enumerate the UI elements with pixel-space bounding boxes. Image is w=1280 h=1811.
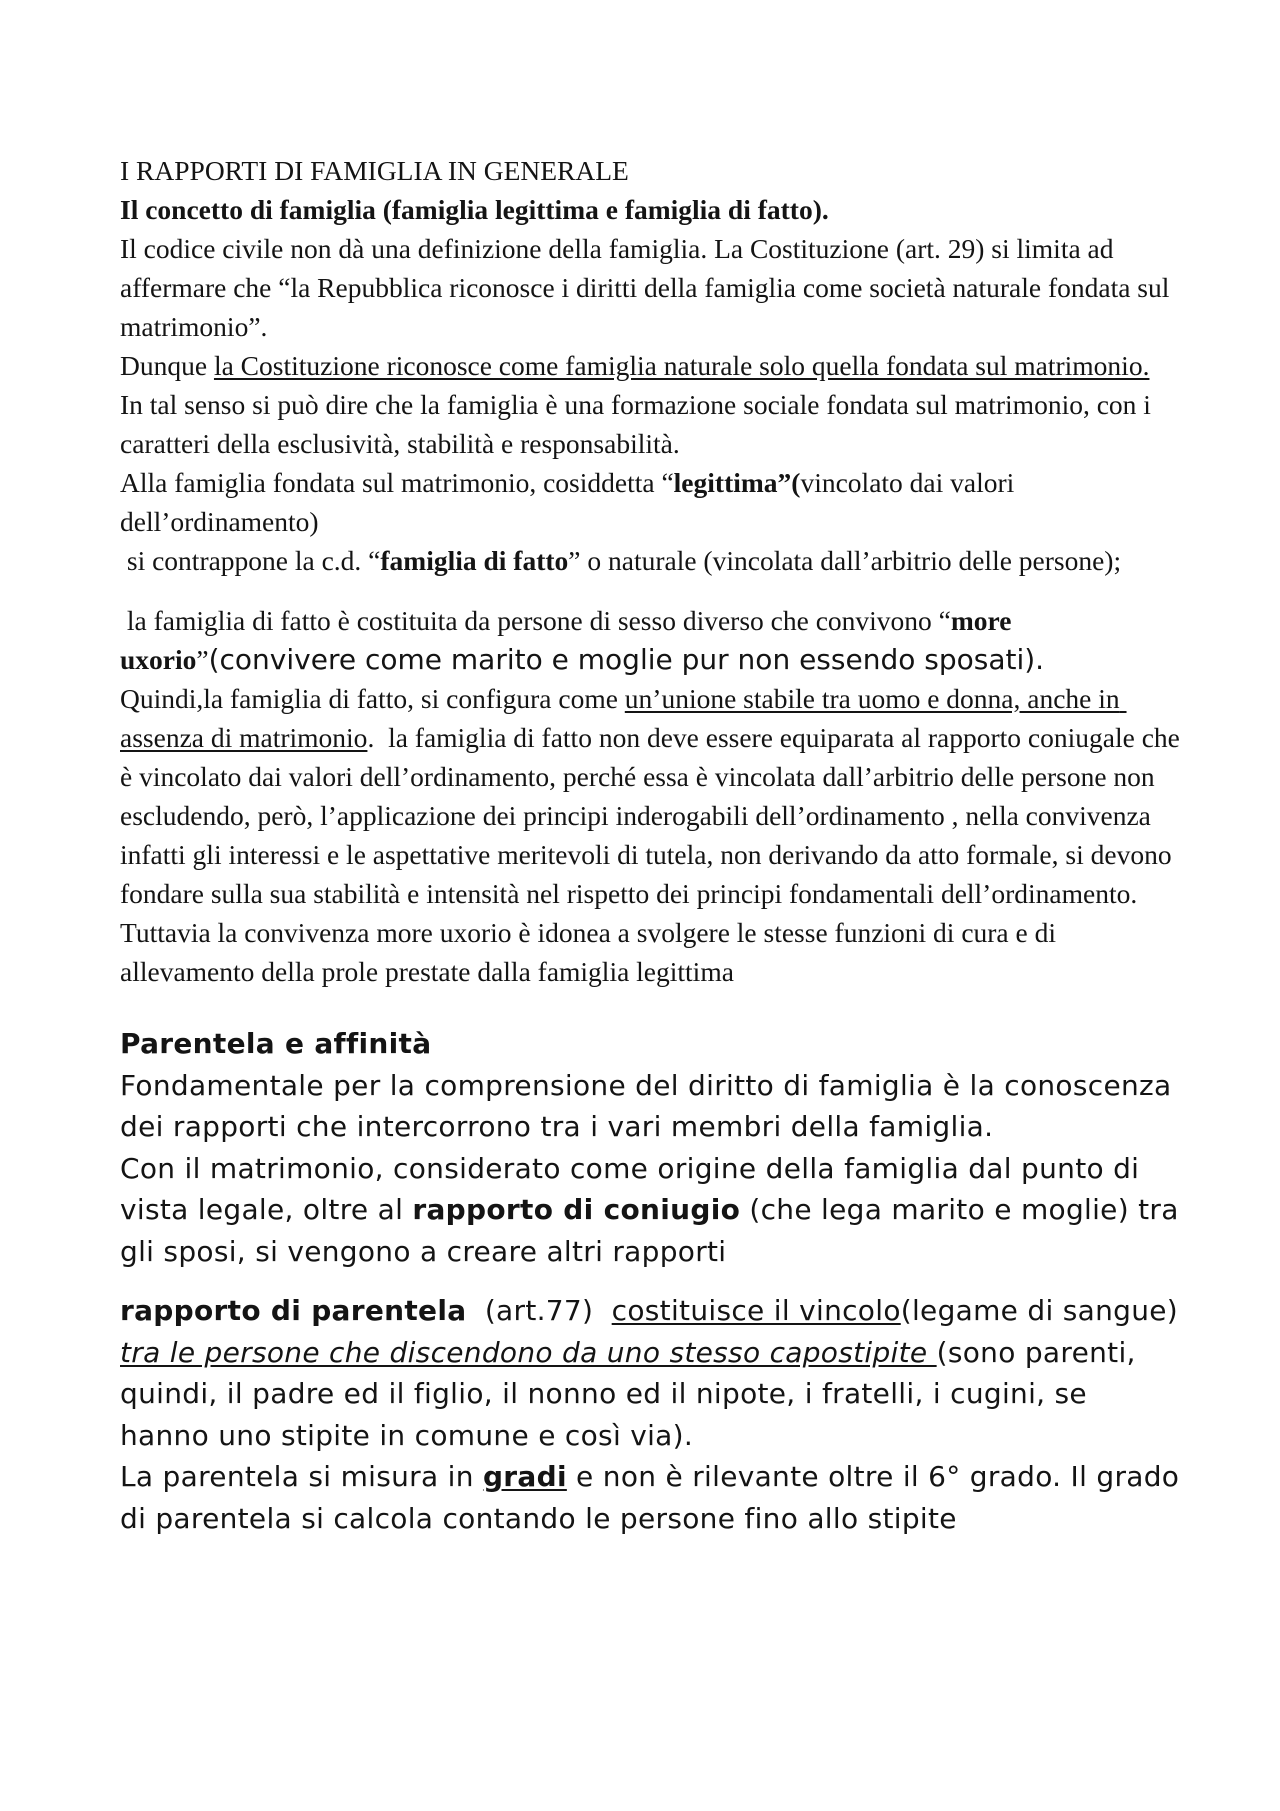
paragraph-rapporto-parentela: rapporto di parentela (art.77) costituisce il vincolo(legame di sangue) tra le persone che discendono da uno stesso capostipite (sono parenti, quindi, il padre ed il figlio, il nonno ed il nipote, i fratelli, i cugini, se hanno uno stipite in comune e così via). [120,1294,1188,1452]
spacer [120,580,1180,601]
underlined-italic-text: tra le persone che discendono da uno stesso capostipite [120,1335,937,1369]
underlined-text: costituisce il vincolo [611,1294,901,1327]
underlined-text: la Costituzione riconosce come famiglia naturale solo quella fondata sul matrimonio. [213,350,1150,381]
spacer [120,1272,1180,1290]
paragraph-unione-stabile: Quindi,la famiglia di fatto, si configura come un’unione stabile tra uomo e donna, anche in assenza di matrimonio. la famiglia di fatto non deve essere equiparata al rapporto coniugale che è vincolato dai valori dell’ordinamento, perché essa è vincolata dall’arbitrio delle persone non escludendo, però, l’applicazione dei principi inderogabili dell’ordinamento , nella convivenza infatti gli interessi e le aspettative meritevoli di tutela, non derivando da atto formale, si devono fondare sulla sua stabilità e intensità nel rispetto dei principi fondamentali dell’ordinamento. [120,683,1187,909]
paragraph-more-uxorio: la famiglia di fatto è costituita da persone di sesso diverso che convivono “more uxorio”(convivere come marito e moglie pur non essendo sposati). [120,605,1045,676]
paragraph-fondamentale: Fondamentale per la comprensione del diritto di famiglia è la conoscenza dei rapporti che intercorrono tra i vari membri della famiglia. [120,1068,1181,1143]
paragraph-legittima: Alla famiglia fondata sul matrimonio, cosiddetta “legittima”(vincolato dai valori dell’ordinamento) [120,467,1022,537]
paragraph-tuttavia: Tuttavia la convivenza more uxorio è idonea a svolgere le stesse funzioni di cura e di allevamento della prole prestate dalla famiglia legittima [120,917,1063,987]
underlined-text: un’unione stabile tra uomo e donna, anche in assenza di matrimonio [120,683,1127,753]
paragraph-matrimonio: Con il matrimonio, considerato come origine della famiglia dal punto di vista legale, oltre al rapporto di coniugio (che lega marito e moglie) tra gli sposi, si vengono a creare altri rapporti [120,1151,1188,1268]
paragraph-formazione-sociale: In tal senso si può dire che la famiglia è una formazione sociale fondata sul matrimonio, con i caratteri della esclusività, stabilità e responsabilità. [120,389,1158,459]
section-heading-parentela: Parentela e affinità [120,1027,432,1060]
paragraph-famiglia-di-fatto: si contrappone la c.d. “famiglia di fatto” o naturale (vincolata dall’arbitrio delle persone); [120,545,1122,576]
paragraph-costituzione: Il codice civile non dà una definizione della famiglia. La Costituzione (art. 29) si limita ad affermare che “la Repubblica riconosce i diritti della famiglia come società naturale fondata sul matrimonio”. [120,233,1177,342]
spacer [120,991,1180,1023]
document-subtitle: Il concetto di famiglia (famiglia legittima e famiglia di fatto). [120,194,829,225]
document-title: I RAPPORTI DI FAMIGLIA IN GENERALE [120,155,629,186]
paragraph-gradi: La parentela si misura in gradi e non è rilevante oltre il 6° grado. Il grado di parentela si calcola contando le persone fino allo stipite [120,1460,1189,1535]
paragraph-dunque: Dunque la Costituzione riconosce come famiglia naturale solo quella fondata sul matrimonio. [120,350,1150,381]
